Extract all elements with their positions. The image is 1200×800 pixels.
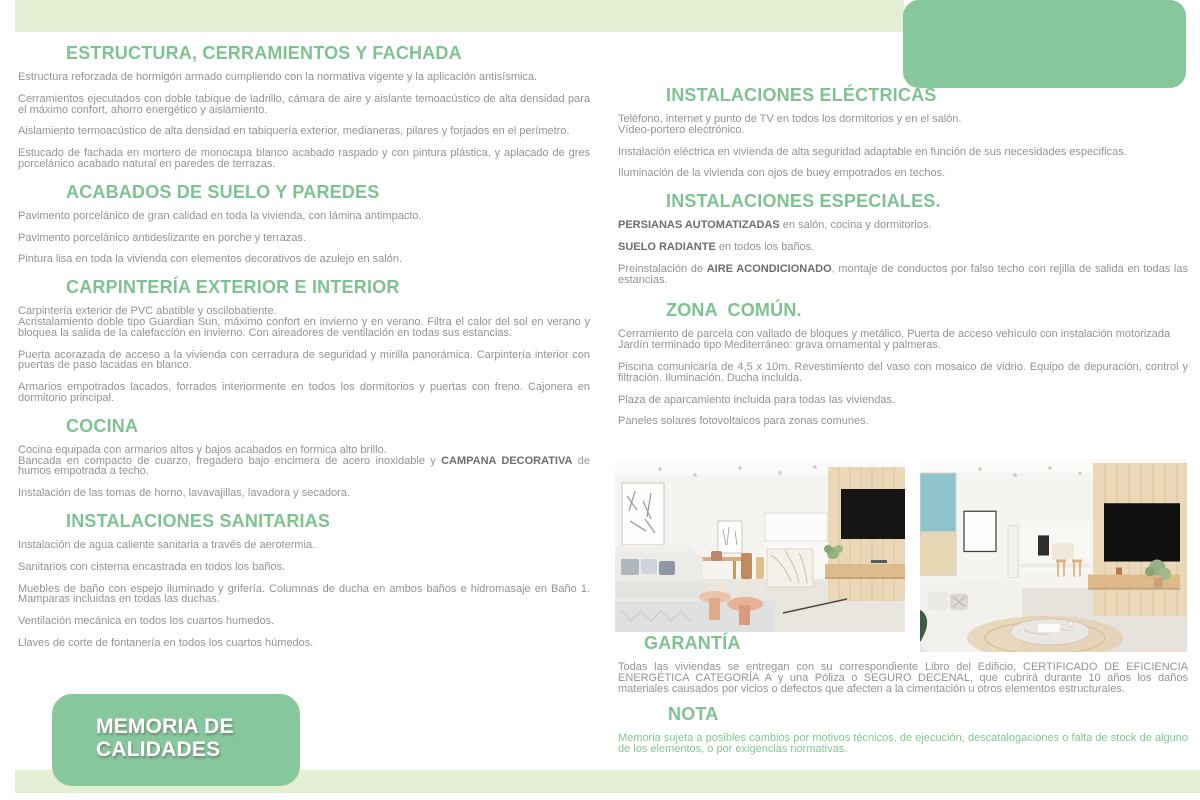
paragraph (18, 126, 590, 137)
paragraph (618, 114, 1188, 136)
text-run: Jardín terminado tipo Mediterráneo: grava ornamental y palmeras. (618, 339, 941, 352)
paragraph (18, 148, 590, 170)
paragraph (18, 306, 590, 338)
paragraph (618, 147, 1188, 158)
text-run: Cerramientos ejecutados con doble tabique de ladrillo, cámara de aire y aislante temoacústico de alta densidad para el máximo confort, ahorro energético y aislamiento. (18, 92, 590, 116)
text-run: Pintura lisa en toda la vivienda con elementos decorativos de azulejo en salón. (18, 253, 403, 266)
paragraph (18, 350, 590, 372)
section-title: NOTA (668, 704, 719, 725)
text-run: Memoria sujeta a posibles cambios por motivos técnicos, de ejecución, descatalogaciones o falta de stock de alguno de los elementos, o por exigencias normativas. (618, 732, 1188, 756)
paragraph (618, 264, 1188, 286)
paragraph (18, 254, 590, 265)
paragraph (18, 540, 590, 551)
right-column-bottom (618, 634, 1188, 766)
text-run: Cocina equipada con armarios altos y bajos acabados en formica alto brillo. (18, 443, 387, 456)
paragraph (618, 329, 1188, 351)
text-run: Teléfono, internet y punto de TV en todos los dormitorios y en el salón. (618, 113, 962, 125)
section-title: INSTALACIONES SANITARIAS (66, 510, 331, 531)
memoria-badge-label: MEMORIA DE CALIDADES (96, 715, 234, 761)
bold-text-run: AIRE ACONDICIONADO (706, 262, 832, 275)
text-run: Vídeo-portero electrónico. (618, 123, 745, 136)
bold-text-run: PERSIANAS AUTOMATIZADAS (618, 219, 780, 232)
text-run: Pavimento porcelánico de gran calidad en toda la vivienda, con lámina antimpacto. (18, 209, 422, 222)
text-run: Instalación eléctrica en vivienda de alta seguridad adaptable en función de sus necesidades especificas. (618, 145, 1127, 158)
paragraph (618, 168, 1188, 179)
text-run: Sanitarios con cisterna encastrada en todos los baños. (18, 560, 286, 573)
section-title: ACABADOS DE SUELO Y PAREDES (66, 181, 380, 202)
top-right-green-block (903, 0, 1186, 88)
text-run: de humos empotrada a techo. (18, 454, 590, 478)
bold-text-run: SUELO RADIANTE (618, 240, 716, 253)
paragraph (18, 638, 590, 649)
section-title: ESTRUCTURA, CERRAMIENTOS Y FACHADA (66, 43, 462, 63)
section-title: GARANTÍA (644, 633, 741, 653)
text-run: Piscina comunicaría de 4,5 x 10m. Revestimiento del vaso con mosaico de vidrio. Equipo de depuración, control y filtración. Iluminación. Ducha incluida. (618, 360, 1188, 384)
interior-photo-living-room-1 (615, 461, 905, 632)
paragraph (18, 72, 590, 83)
paragraph (18, 488, 590, 499)
text-run: Instalación de agua caliente sanitaria a través de aerotermia. (18, 538, 316, 551)
section-title: COCINA (66, 415, 139, 436)
paragraph (18, 94, 590, 116)
left-column (18, 44, 590, 660)
paragraph (618, 416, 1188, 427)
paragraph (18, 211, 590, 222)
memoria-de-calidades-badge (52, 694, 300, 786)
text-run: Acristalamiento doble tipo Guardian Sun, máximo confort en invierno y en verano. Filtra el calor del sol en verano y bloquea la salida de la calefacción en invierno. Con aireadores de ventilación en todas sus estancias. (18, 315, 590, 339)
living-room-illustration-1 (615, 461, 905, 632)
paragraph (618, 662, 1188, 694)
text-run: Instalación de las tomas de horno, lavavajillas, lavadora y secadora. (18, 487, 351, 500)
section-title: ZONA COMÚN. (666, 300, 802, 321)
text-run: Aislamiento termoacústico de alta densidad en tabiquería exterior, medianeras, pilares y forjados en el perímetro. (18, 125, 570, 138)
section-title: INSTALACIONES ESPECIALES. (666, 191, 941, 212)
paragraph (618, 733, 1188, 755)
text-run: Ventilación mecánica en todos los cuartos humedos. (18, 615, 275, 628)
text-run: en todos los baños. (715, 240, 815, 253)
paragraph (618, 395, 1188, 406)
paragraph (18, 562, 590, 573)
text-run: Estucado de fachada en mortero de monocapa blanco acabado raspado y con pintura plástica, y aplacado de gres porcelánico acabado natural en paredes de terrazas. (18, 147, 590, 170)
text-run: Estructura reforzada de hormigón armado cumpliendo con la normativa vigente y la aplicación antisísmica. (18, 71, 538, 83)
text-run: Plaza de aparcamiento incluida para todas las viviendas. (618, 393, 895, 406)
text-run: en salón, cocina y dormitorios. (779, 219, 932, 232)
paragraph (18, 584, 590, 606)
text-run: Armarios empotrados lacados, forrados interiormente en todos los dormitorios y puertas con freno. Cajonera en dormitorio principal. (18, 381, 590, 404)
text-run: Todas las viviendas se entregan con su correspondiente Libro del Edificio, CERTIFICADO DE EFICIENCIA ENERGÉTICA CATEGORÍA A y una Póliza o SEGURO DECENAL, que cubrirá durante 10 años los daños materiales causados por vicios o defectos que afecten a la cimentación u otros elementos estructurales. (618, 661, 1188, 695)
paragraph (618, 220, 1188, 231)
text-run: Pavimento porcelánico antideslizante en porche y terrazas. (18, 231, 306, 244)
living-room-illustration-2 (920, 459, 1187, 652)
text-run: Puerta acorazada de acceso a la vivienda con cerradura de seguridad y mirilla panorámica. Carpintería interior con puertas de paso lacadas en blanco. (18, 348, 590, 372)
paragraph (618, 362, 1188, 384)
bold-text-run: CAMPANA DECORATIVA (441, 454, 573, 467)
section-title: CARPINTERÍA EXTERIOR E INTERIOR (66, 277, 400, 298)
text-run: Cerramiento de parcela con vallado de bloques y metálico. Puerta de acceso vehículo con instalación motorizada (618, 328, 1171, 341)
paragraph (18, 382, 590, 404)
text-run: Llaves de corte de fontanería en todos los cuartos húmedos. (18, 636, 314, 649)
top-green-bar (15, 0, 904, 32)
text-run: Carpintería exterior de PVC abatible y oscilobatiente. (18, 305, 277, 318)
text-run: Iluminación de la vivienda con ojos de buey empotrados en techos. (618, 167, 946, 180)
text-run: Paneles solares fotovoltaicos para zonas comunes. (618, 415, 869, 428)
text-run: , montaje de conductos por falso techo con rejilla de salida en todas las estancias. (618, 262, 1188, 286)
paragraph (18, 233, 590, 244)
right-column-top (618, 86, 1188, 438)
text-run: Muebles de baño con espejo iluminado y grifería. Columnas de ducha en ambos baños e hidromasaje en Baño 1. Mamparas incluidas en todas las duchas. (18, 582, 590, 606)
text-run: Preinstalación de (618, 262, 707, 275)
paragraph (18, 616, 590, 627)
section-title: INSTALACIONES ELÉCTRICAS (666, 85, 937, 105)
text-run: Bancada en compacto de cuarzo, fregadero bajo encimera de acero inoxidable y (18, 454, 442, 467)
paragraph (618, 242, 1188, 253)
interior-photo-living-room-2 (920, 459, 1187, 652)
paragraph (18, 445, 590, 477)
